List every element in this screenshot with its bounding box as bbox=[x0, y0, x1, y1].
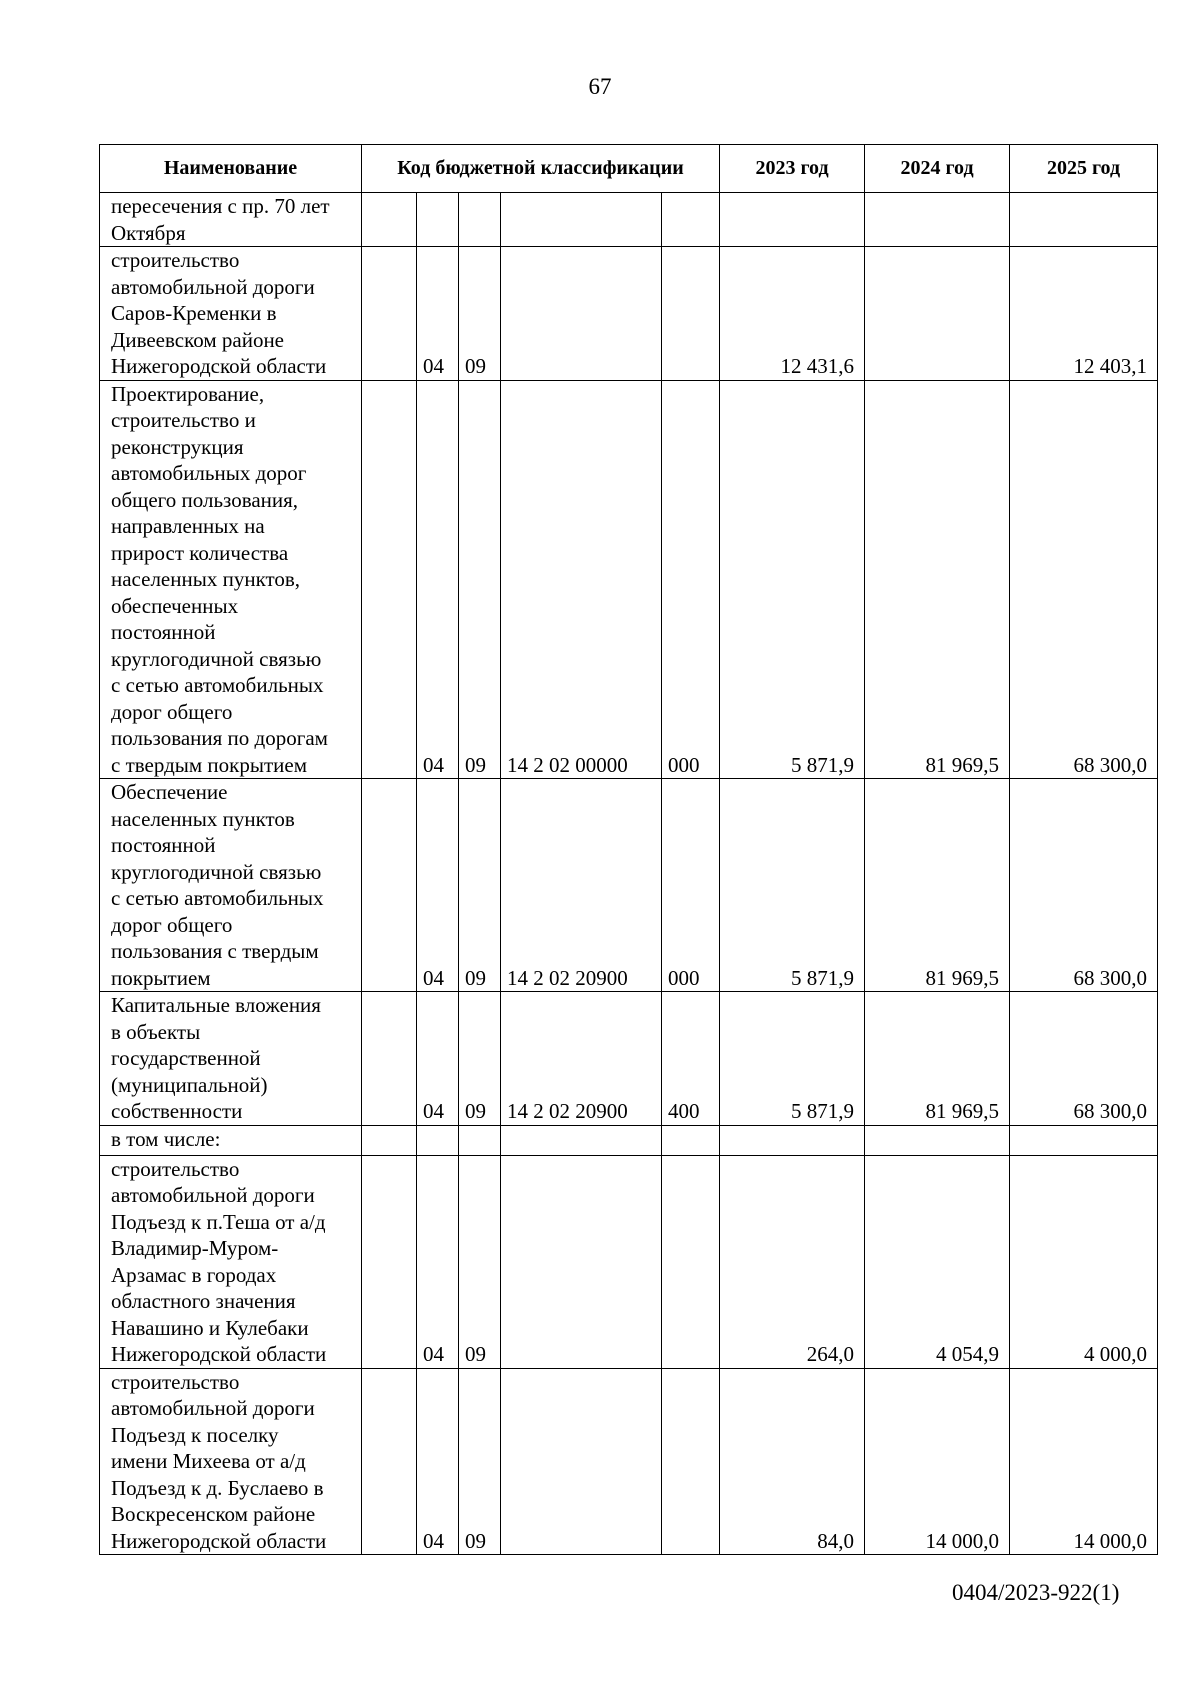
cell-c3: 09 bbox=[459, 992, 501, 1126]
cell-c2: 04 bbox=[417, 247, 459, 381]
cell-v2024: 81 969,5 bbox=[865, 992, 1010, 1126]
cell-v2024: 14 000,0 bbox=[865, 1368, 1010, 1555]
cell-v2024: 81 969,5 bbox=[865, 779, 1010, 992]
table-row bbox=[100, 193, 1158, 247]
cell-c3: 09 bbox=[459, 1368, 501, 1555]
cell-c2: 04 bbox=[417, 1155, 459, 1368]
cell-c1 bbox=[362, 193, 417, 247]
cell-v2023 bbox=[720, 193, 865, 247]
cell-v2023 bbox=[720, 1125, 865, 1155]
cell-name: в том числе: bbox=[100, 1125, 362, 1155]
cell-v2025: 68 300,0 bbox=[1010, 992, 1158, 1126]
cell-v2023: 5 871,9 bbox=[720, 380, 865, 779]
cell-c4: 14 2 02 20900 bbox=[501, 992, 662, 1126]
cell-c5: 000 bbox=[662, 779, 720, 992]
cell-c1 bbox=[362, 1125, 417, 1155]
cell-c2 bbox=[417, 193, 459, 247]
cell-c3 bbox=[459, 193, 501, 247]
cell-c3: 09 bbox=[459, 380, 501, 779]
cell-c4 bbox=[501, 1125, 662, 1155]
table-row bbox=[100, 992, 1158, 1126]
cell-v2024 bbox=[865, 193, 1010, 247]
document-code: 0404/2023-922(1) bbox=[952, 1580, 1120, 1605]
cell-v2023: 5 871,9 bbox=[720, 779, 865, 992]
header-2025: 2025 год bbox=[1010, 145, 1158, 193]
cell-name: Обеспечение населенных пунктов постоянной круглогодичной связью с сетью автомобильных дорог общего пользования с твердым покрытием bbox=[100, 779, 362, 992]
cell-v2025: 68 300,0 bbox=[1010, 380, 1158, 779]
cell-v2024 bbox=[865, 1125, 1010, 1155]
table-row bbox=[100, 247, 1158, 381]
cell-c2: 04 bbox=[417, 779, 459, 992]
cell-c5 bbox=[662, 1155, 720, 1368]
cell-c3 bbox=[459, 1125, 501, 1155]
cell-c5 bbox=[662, 1125, 720, 1155]
cell-c5: 000 bbox=[662, 380, 720, 779]
cell-c4 bbox=[501, 193, 662, 247]
cell-c1 bbox=[362, 992, 417, 1126]
header-2024: 2024 год bbox=[865, 145, 1010, 193]
cell-c2: 04 bbox=[417, 1368, 459, 1555]
cell-v2024 bbox=[865, 247, 1010, 381]
table-row bbox=[100, 1368, 1158, 1555]
cell-c2: 04 bbox=[417, 380, 459, 779]
cell-c3: 09 bbox=[459, 247, 501, 381]
cell-name: Капитальные вложения в объекты государственной (муниципальной) собственности bbox=[100, 992, 362, 1126]
cell-v2025 bbox=[1010, 193, 1158, 247]
cell-c4 bbox=[501, 1155, 662, 1368]
cell-c1 bbox=[362, 1155, 417, 1368]
cell-c5: 400 bbox=[662, 992, 720, 1126]
cell-c3: 09 bbox=[459, 1155, 501, 1368]
cell-c4: 14 2 02 20900 bbox=[501, 779, 662, 992]
cell-name: Проектирование, строительство и реконструкция автомобильных дорог общего пользования, направленных на прирост количества населенных пунктов, обеспеченных постоянной круглогодичной связью с сетью автомобильных дорог общего пользования по дорогам с твердым покрытием bbox=[100, 380, 362, 779]
table-row bbox=[100, 779, 1158, 992]
cell-c1 bbox=[362, 779, 417, 992]
cell-v2025: 4 000,0 bbox=[1010, 1155, 1158, 1368]
cell-v2025: 12 403,1 bbox=[1010, 247, 1158, 381]
cell-v2024: 81 969,5 bbox=[865, 380, 1010, 779]
cell-v2025: 14 000,0 bbox=[1010, 1368, 1158, 1555]
cell-c1 bbox=[362, 247, 417, 381]
cell-c4 bbox=[501, 247, 662, 381]
cell-c1 bbox=[362, 380, 417, 779]
cell-c4 bbox=[501, 1368, 662, 1555]
cell-v2023: 84,0 bbox=[720, 1368, 865, 1555]
cell-name: строительство автомобильной дороги Подъезд к поселку имени Михеева от а/д Подъезд к д. Буслаево в Воскресенском районе Нижегородской области bbox=[100, 1368, 362, 1555]
budget-table bbox=[99, 144, 1158, 1555]
table-row bbox=[100, 380, 1158, 779]
table-row bbox=[100, 1125, 1158, 1155]
cell-v2023: 12 431,6 bbox=[720, 247, 865, 381]
cell-c2: 04 bbox=[417, 992, 459, 1126]
cell-v2023: 264,0 bbox=[720, 1155, 865, 1368]
header-row bbox=[100, 145, 1158, 193]
header-name: Наименование bbox=[100, 145, 362, 193]
cell-c2 bbox=[417, 1125, 459, 1155]
cell-c3: 09 bbox=[459, 779, 501, 992]
cell-v2025 bbox=[1010, 1125, 1158, 1155]
cell-c5 bbox=[662, 193, 720, 247]
table-row bbox=[100, 1155, 1158, 1368]
cell-v2023: 5 871,9 bbox=[720, 992, 865, 1126]
cell-v2024: 4 054,9 bbox=[865, 1155, 1010, 1368]
cell-c1 bbox=[362, 1368, 417, 1555]
cell-c5 bbox=[662, 1368, 720, 1555]
cell-v2025: 68 300,0 bbox=[1010, 779, 1158, 992]
page-number: 67 bbox=[588, 74, 612, 99]
cell-name: строительство автомобильной дороги Саров-Кременки в Дивеевском районе Нижегородской области bbox=[100, 247, 362, 381]
cell-name: строительство автомобильной дороги Подъезд к п.Теша от а/д Владимир-Муром- Арзамас в городах областного значения Навашино и Кулебаки Нижегородской области bbox=[100, 1155, 362, 1368]
cell-name: пересечения с пр. 70 лет Октября bbox=[100, 193, 362, 247]
cell-c4: 14 2 02 00000 bbox=[501, 380, 662, 779]
header-2023: 2023 год bbox=[720, 145, 865, 193]
cell-c5 bbox=[662, 247, 720, 381]
header-code: Код бюджетной классификации bbox=[362, 145, 720, 193]
